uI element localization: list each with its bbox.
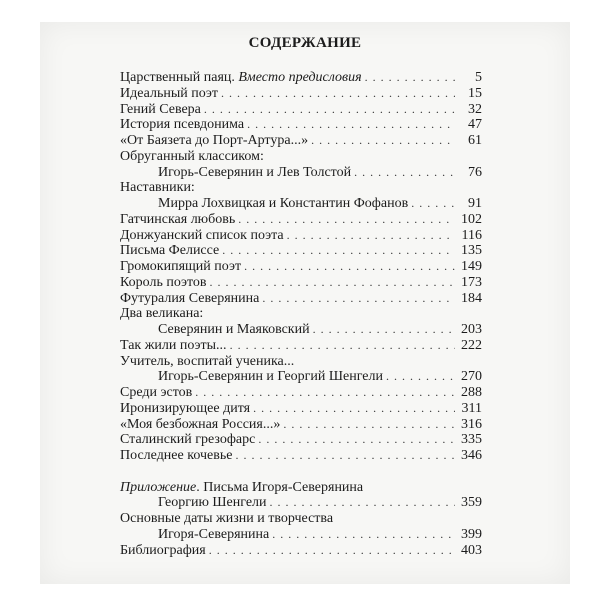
toc-entry-title [120,180,195,196]
toc-page-number: 102 [461,211,482,227]
toc-entry [120,228,482,244]
dot-leader [283,417,455,433]
toc-entry-title-text: Сталинский грезофарс [120,432,256,448]
toc-entry-title-text: Гений Севера [120,101,201,117]
toc-entry [120,417,482,433]
toc-entry-title [120,322,310,338]
toc-page-number: 399 [461,526,482,542]
toc-entry-title [120,117,244,133]
toc-page-number: 149 [461,259,482,274]
toc-entry-title [120,86,218,102]
toc-entry-title [120,527,269,543]
toc-entry [120,117,482,133]
toc-entry-title-text: «От Баязета до Порт-Артура...» [120,133,309,148]
dot-leader [235,448,455,464]
toc-entry [120,149,482,165]
toc-entry [120,180,482,196]
toc-entry-title [120,212,235,228]
toc-page-number: 359 [461,495,482,511]
page-title: СОДЕРЖАНИЕ [248,35,362,51]
toc-page-number: 222 [461,337,482,353]
dot-leader [210,275,455,291]
toc-entry-title [120,243,219,259]
toc-entry [120,243,482,259]
dot-leader [313,322,455,338]
toc-entry-title-text: Король поэтов [120,274,207,290]
toc-entry [120,306,482,322]
toc-page-number: 5 [475,70,482,85]
toc-entry [120,275,482,291]
toc-entry-title [120,275,207,291]
toc-entry-title-text: «Моя безбожная Россия...» [120,416,281,432]
toc-entry [120,385,482,401]
toc-entry [120,212,482,228]
toc-entry [120,102,482,118]
toc-page-number: 116 [461,227,482,243]
dot-leader [270,495,455,511]
toc-page-number: 270 [461,369,482,385]
toc-entry [120,432,482,448]
toc-entry-title [120,338,227,354]
toc-entry-title-text: Последнее кочевье [120,448,233,463]
toc-page-number: 288 [461,385,482,400]
toc-page-number: 316 [461,416,482,432]
toc-entry-title [120,196,408,212]
toc-entry [120,70,482,86]
dot-leader [262,291,455,307]
toc-entry [120,338,482,354]
dot-leader [204,102,455,118]
toc-entry [120,133,482,149]
toc-entry-italic: Приложение [120,479,197,495]
dot-leader [247,117,455,133]
dot-leader [411,196,455,212]
toc-entry [120,448,482,464]
toc-entry [120,354,482,370]
toc-entry-title [120,102,201,118]
toc-page-number: 403 [461,542,482,558]
toc-page-number: 76 [468,164,482,180]
toc-page-number: 135 [461,243,482,259]
toc-entry-title-text: Основные даты жизни и творчества [120,511,334,526]
toc-entry-title [120,354,294,370]
toc-entry-title-text: Так жили поэты... [120,337,227,353]
dot-leader [253,401,455,417]
dot-leader [209,543,455,559]
toc-page-number: 173 [461,274,482,290]
toc-entry [120,259,482,275]
toc-entry-title-text: Игорь-Северянин и Лев Толстой [158,164,352,180]
dot-leader [258,432,455,448]
dot-leader [238,212,455,228]
toc-entry [120,291,482,307]
toc-entry-title-text: Два великана: [120,306,204,322]
toc-entry [120,322,482,338]
toc-entry-title [120,480,363,496]
toc-entry-title-text: Иронизирующее дитя [120,400,251,416]
dot-leader [195,385,455,401]
toc-page-number: 47 [468,117,482,133]
toc-entry-title-text: Учитель, воспитай ученика... [120,353,295,369]
toc-entry [120,543,482,559]
toc-entry-title [120,543,206,559]
toc-entry-title [120,165,351,181]
dot-leader [311,133,455,149]
toc-entry-title-text: Георгию Шенгели [158,495,267,511]
toc-entry-title [120,259,241,275]
toc-entry-title-text: Игорь-Северянин и Георгий Шенгели [158,369,383,385]
toc-entry-title-text: Северянин и Маяковский [158,322,310,337]
toc-entry-title [120,149,264,165]
toc-entry [120,165,482,181]
toc-entry-title-text: История псевдонима [120,117,245,133]
toc-entry-title-text: Громокипящий поэт [120,259,242,274]
toc-entry-title [120,417,280,433]
toc-entry [120,480,482,496]
dot-leader [221,86,455,102]
toc-entry-title [120,511,333,527]
toc-page-number: 311 [461,400,482,416]
book-page [40,22,570,584]
toc-page-number: 184 [461,290,482,306]
toc-entry-title [120,291,259,307]
toc-entry-title [120,401,250,417]
toc-entry-title-text: Царственный паяц. [120,70,239,85]
toc-entry-title-text: Наставники: [120,180,195,196]
dot-leader [272,527,455,543]
toc-page-number: 203 [461,322,482,337]
toc-entry-title-text: Письма Фелиссе [120,243,220,259]
toc-entry-title [120,385,192,401]
toc-page-number: 15 [468,85,482,101]
toc-entry-title [120,228,284,244]
toc-page-number: 346 [461,448,482,463]
toc-page-number: 335 [461,432,482,448]
toc-entry-title [120,70,362,86]
dot-leader [386,369,455,385]
toc-entry [120,527,482,543]
toc-entry [120,369,482,385]
toc-entry [120,86,482,102]
toc-entry-title [120,369,383,385]
dot-leader [287,228,455,244]
toc-entry-title-text: Среди эстов [120,385,193,400]
dot-leader [222,243,455,259]
toc-entry-title-text: Футуралия Северянина [120,290,260,306]
toc-entry [120,511,482,527]
toc-entry [120,196,482,212]
dot-leader [354,165,455,181]
toc-entry-title-text: Обруганный классиком: [120,148,264,164]
toc-entry-title [120,448,232,464]
toc-entry-title-text: Идеальный поэт [120,85,219,101]
dot-leader [365,70,455,86]
toc-entry-title-text: Донжуанский список поэта [120,227,284,243]
toc-entry-title-rest: . Письма Игоря-Северянина [196,479,364,495]
toc-entry-title [120,495,267,511]
toc-page-number: 91 [468,196,482,211]
dot-leader [230,338,455,354]
toc-entry-title-text: Игоря-Северянина [158,526,270,542]
toc-entry [120,495,482,511]
toc-entry-title [120,133,308,149]
toc-page-number: 32 [468,101,482,117]
dot-leader [244,259,455,275]
toc-page-number: 61 [468,133,482,148]
table-of-contents [120,70,482,558]
toc-entry-italic: Вместо предисловия [238,70,362,85]
toc-entry-title-text: Библиография [120,542,206,558]
toc-entry-title-text: Мирра Лохвицкая и Константин Фофанов [158,196,409,211]
toc-entry [120,401,482,417]
toc-entry-title [120,306,203,322]
toc-entry-title-text: Гатчинская любовь [120,211,236,227]
toc-entry-title [120,432,255,448]
